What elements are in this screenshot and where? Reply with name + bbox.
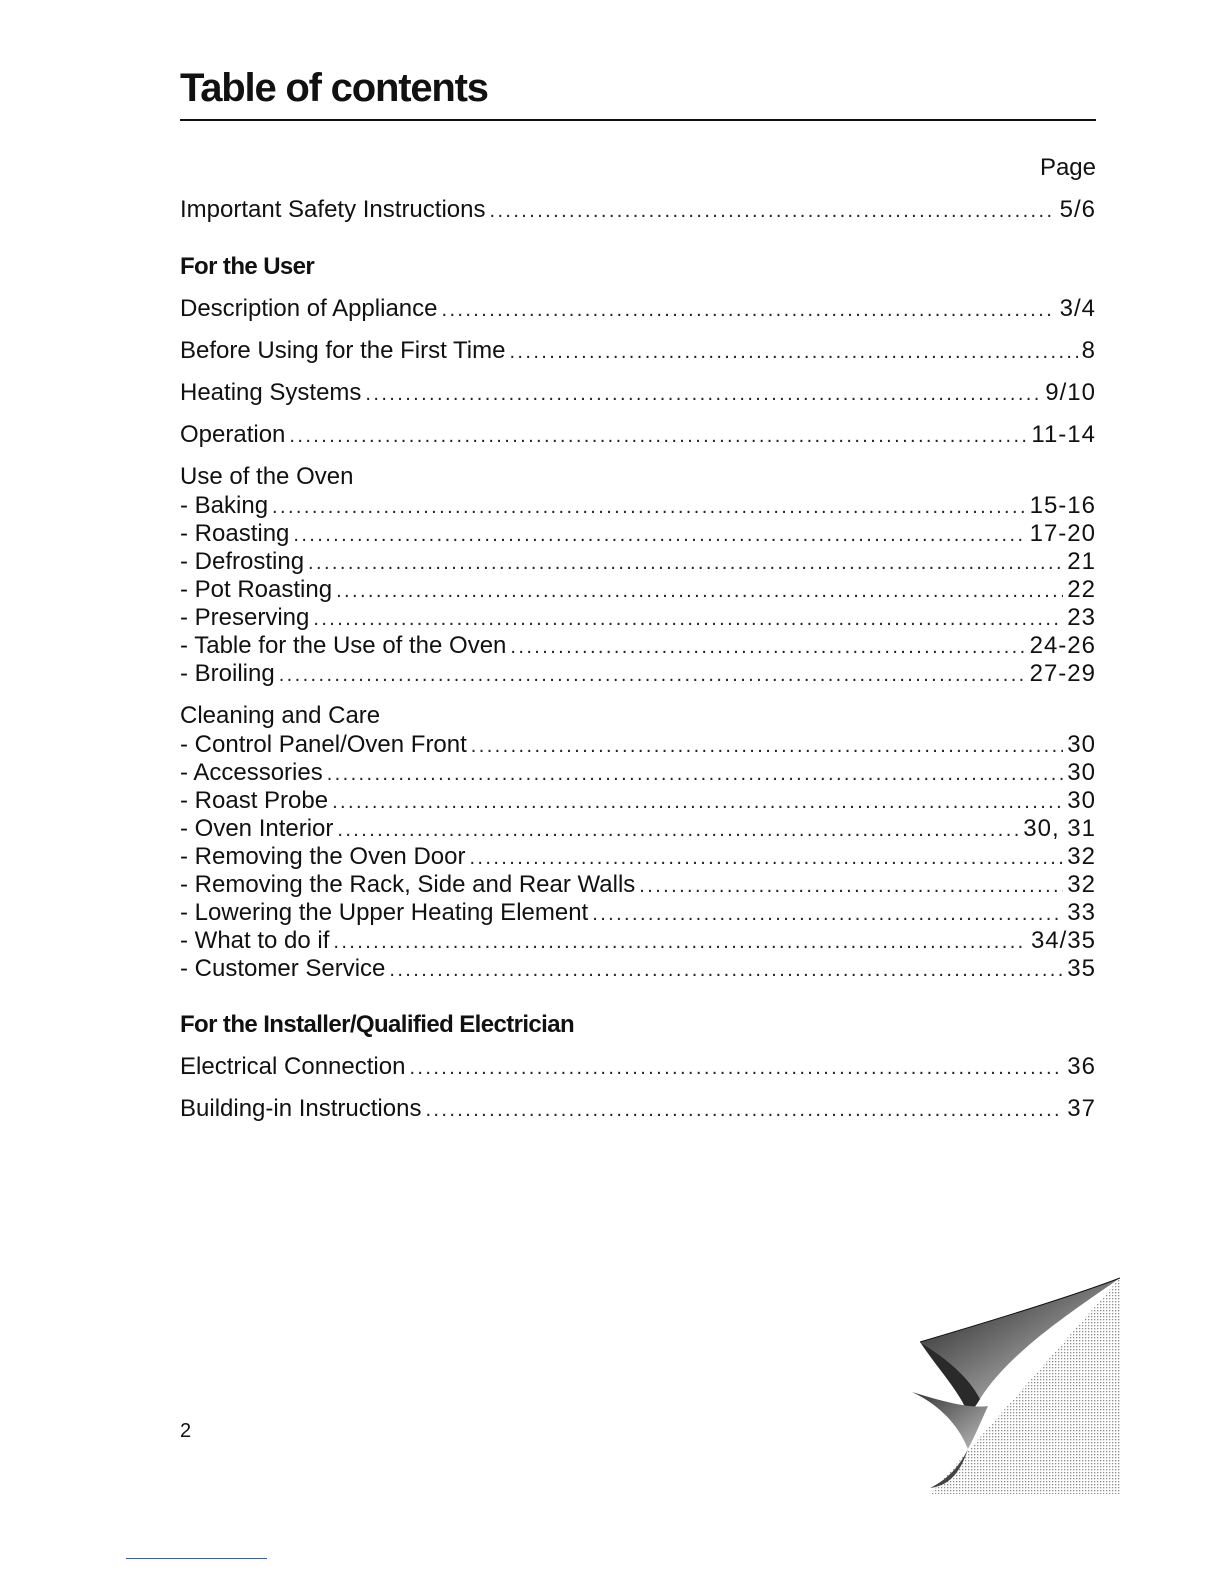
toc-entry-page: 24-26 <box>1029 632 1096 659</box>
toc-entry-label: - Pot Roasting <box>180 576 333 603</box>
toc-entry-label: - Oven Interior <box>180 815 334 842</box>
toc-subentry[interactable] <box>180 815 1096 843</box>
toc-entry-page: 23 <box>1067 604 1096 631</box>
toc-entry[interactable] <box>180 372 1096 414</box>
user-entries <box>180 288 1096 456</box>
toc-entry[interactable] <box>180 1088 1096 1130</box>
toc-entry-label: - Lowering the Upper Heating Element <box>180 899 589 926</box>
leader-dots <box>441 289 1055 330</box>
toc-entry-page: 5/6 <box>1059 196 1096 223</box>
toc-entry-page: 9/10 <box>1045 379 1096 406</box>
toc-subentry[interactable] <box>180 492 1096 520</box>
leader-dots <box>337 816 1019 843</box>
page-column-heading: Page <box>1039 154 1096 181</box>
toc-entry-label: - Accessories <box>180 759 323 786</box>
toc-subentry[interactable] <box>180 520 1096 548</box>
toc-entry-label: - Removing the Oven Door <box>180 843 466 870</box>
group-title: Use of the Oven <box>180 463 354 490</box>
toc-entry[interactable] <box>180 189 1096 231</box>
section-heading-installer: For the Installer/Qualified Electrician <box>180 1011 575 1038</box>
installer-entries <box>180 1046 1096 1130</box>
section-heading-user: For the User <box>180 253 315 280</box>
toc-entry-label: - Preserving <box>180 604 310 631</box>
toc-entry-page: 30 <box>1067 787 1096 814</box>
toc-entry-label: Before Using for the First Time <box>180 337 506 364</box>
toc-entry-label: Operation <box>180 421 286 448</box>
leader-dots <box>313 605 1063 632</box>
toc-entry-page: 32 <box>1067 871 1096 898</box>
leader-dots <box>489 190 1055 231</box>
toc-entry-page: 8 <box>1081 337 1096 364</box>
toc-entry-label: - Broiling <box>180 660 275 687</box>
leader-dots <box>327 760 1064 787</box>
toc-subentry[interactable] <box>180 604 1096 632</box>
toc-entry-page: 33 <box>1067 899 1096 926</box>
toc-subentry[interactable] <box>180 632 1096 660</box>
leader-dots <box>509 331 1077 372</box>
page-title: Table of contents <box>180 66 488 110</box>
toc-entry-label: Building-in Instructions <box>180 1095 422 1122</box>
toc-entry[interactable] <box>180 288 1096 330</box>
toc-entry-page: 37 <box>1067 1095 1096 1122</box>
toc-subentry[interactable] <box>180 843 1096 871</box>
leader-dots <box>272 493 1026 520</box>
toc-entry-page: 30 <box>1067 731 1096 758</box>
toc-entry-page: 3/4 <box>1059 295 1096 322</box>
toc-entry-page: 32 <box>1067 843 1096 870</box>
toc-entry-page: 35 <box>1067 955 1096 982</box>
toc-entry-page: 22 <box>1067 576 1096 603</box>
leader-dots <box>409 1047 1063 1088</box>
leader-dots <box>639 872 1063 899</box>
page-curl-icon[interactable] <box>908 1274 1124 1500</box>
leader-dots <box>469 844 1063 871</box>
toc-subentry[interactable] <box>180 548 1096 576</box>
page-number: 2 <box>180 1420 192 1442</box>
toc-entry-page: 34/35 <box>1030 927 1096 954</box>
toc-subentry[interactable] <box>180 899 1096 927</box>
toc-entry-page: 36 <box>1067 1053 1096 1080</box>
footer-line <box>126 1558 267 1559</box>
leader-dots <box>289 415 1027 456</box>
toc-subentry[interactable] <box>180 871 1096 899</box>
leader-dots <box>332 788 1063 815</box>
toc-entry[interactable] <box>180 1046 1096 1088</box>
toc-entry-page: 30, 31 <box>1023 815 1096 842</box>
toc-entry-label: - Roasting <box>180 520 290 547</box>
leader-dots <box>293 521 1025 548</box>
leader-dots <box>336 577 1063 604</box>
leader-dots <box>333 928 1027 955</box>
toc-entry-label: - Control Panel/Oven Front <box>180 731 467 758</box>
leader-dots <box>365 373 1041 414</box>
toc-entry-label: - Removing the Rack, Side and Rear Walls <box>180 871 636 898</box>
leader-dots <box>279 661 1026 688</box>
toc-entry-page: 27-29 <box>1029 660 1096 687</box>
toc-entry-page: 11-14 <box>1031 421 1096 448</box>
toc-entry[interactable] <box>180 414 1096 456</box>
toc-entry-label: - Baking <box>180 492 269 519</box>
toc-subentry[interactable] <box>180 759 1096 787</box>
toc-entry-label: - Roast Probe <box>180 787 329 814</box>
toc-entry-page: 17-20 <box>1029 520 1096 547</box>
leader-dots <box>389 956 1063 983</box>
toc-entry-label: - Table for the Use of the Oven <box>180 632 507 659</box>
toc-entry-page: 15-16 <box>1029 492 1096 519</box>
toc-subentry[interactable] <box>180 576 1096 604</box>
toc-subentry[interactable] <box>180 955 1096 983</box>
toc-entry-label: Description of Appliance <box>180 295 438 322</box>
toc-entry-label: - What to do if <box>180 927 330 954</box>
toc-entry-label: - Defrosting <box>180 548 305 575</box>
leader-dots <box>471 732 1064 759</box>
toc-subentry[interactable] <box>180 660 1096 688</box>
cleaning-group <box>180 701 1096 983</box>
group-title: Cleaning and Care <box>180 702 381 729</box>
toc-subentry[interactable] <box>180 927 1096 955</box>
title-rule <box>180 119 1096 121</box>
toc-entry[interactable] <box>180 330 1096 372</box>
leader-dots <box>592 900 1063 927</box>
toc-entry-page: 30 <box>1067 759 1096 786</box>
toc-subentry[interactable] <box>180 731 1096 759</box>
leader-dots <box>308 549 1063 576</box>
toc-subentry[interactable] <box>180 787 1096 815</box>
leader-dots <box>510 633 1025 660</box>
toc-entry-label: Electrical Connection <box>180 1053 406 1080</box>
oven-group <box>180 462 1096 688</box>
toc-entry-page: 21 <box>1067 548 1096 575</box>
toc-entry-label: Important Safety Instructions <box>180 196 486 223</box>
leader-dots <box>425 1089 1063 1130</box>
toc-entry-label: - Customer Service <box>180 955 386 982</box>
intro-list <box>180 189 1096 231</box>
toc-entry-label: Heating Systems <box>180 379 362 406</box>
